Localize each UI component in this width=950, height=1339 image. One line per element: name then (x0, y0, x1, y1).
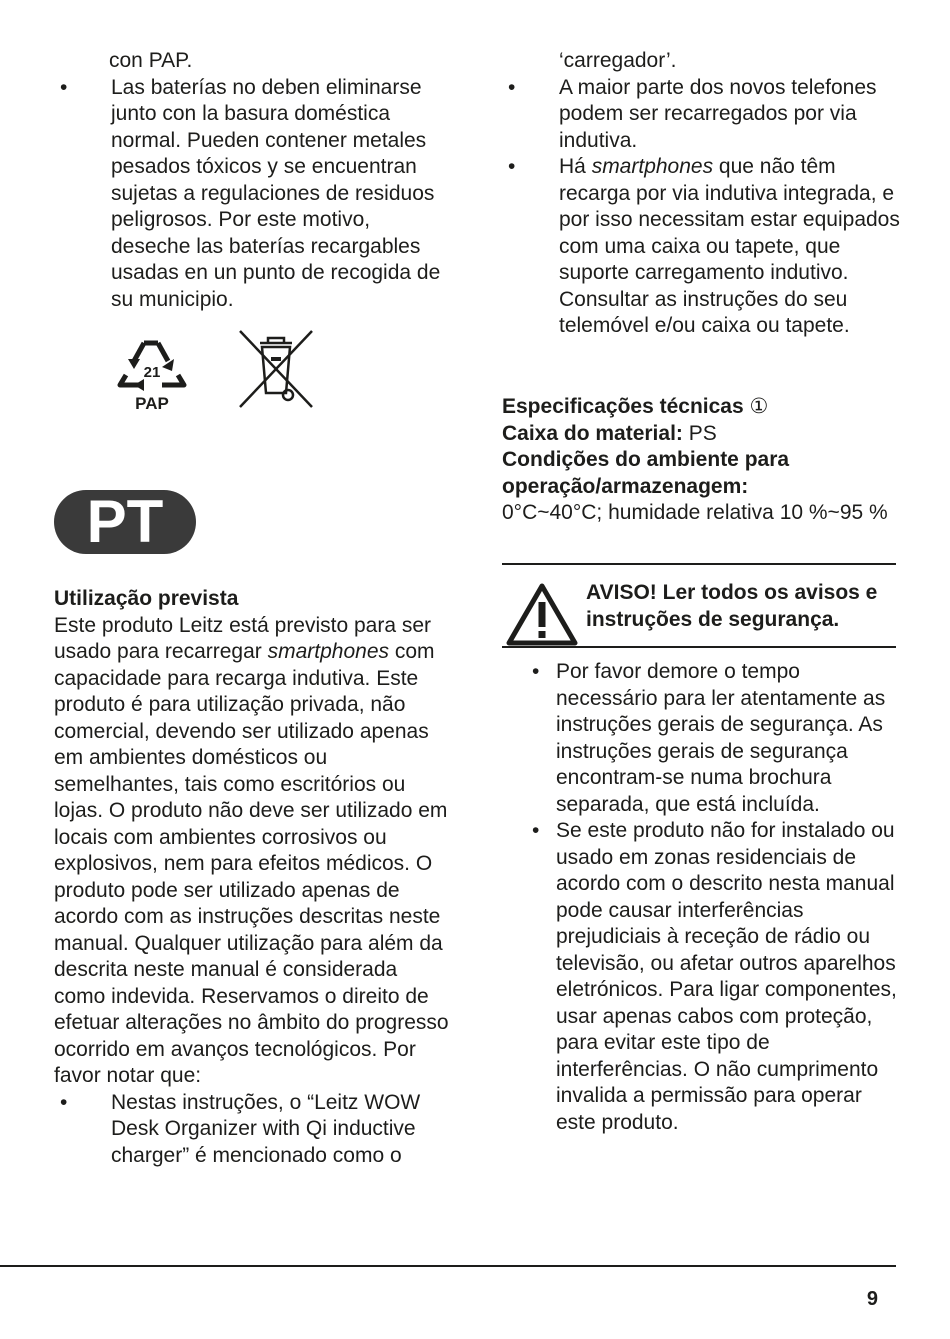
bullet-icon: • (508, 155, 516, 178)
bullet-icon: • (532, 819, 540, 842)
recycle-label: PAP (135, 394, 169, 413)
battery-disposal-text: Las baterías no deben eliminarse junto con la basura doméstica normal. Pueden contener metales pesados tóxicos y se encuentran sujetas a regulaciones de residuos peligrosos. Por este motivo, deseche las baterías recargables usadas en un punto de recogida de su municipio. (111, 75, 441, 311)
continued-line: con PAP. (109, 49, 193, 72)
footer-divider (0, 1265, 896, 1267)
recycle-icon (114, 333, 190, 417)
environment-label: Condições do ambiente para operação/armazenagem: (502, 448, 790, 498)
symbol-row (54, 333, 454, 423)
list-item (54, 75, 454, 314)
bullet-icon: • (60, 75, 68, 99)
list-item (502, 154, 900, 340)
list-item (502, 818, 900, 1136)
inductive-phones-text: A maior parte dos novos telefones podem ser recarregados por via indutiva. (559, 75, 877, 152)
list-item (502, 75, 900, 155)
recycle-number: 21 (143, 364, 161, 381)
spec-title: Especificações técnicas ① (502, 395, 769, 418)
intended-use-text: Este produto Leitz está previsto para ser usado para recarregar smartphones com capacidade para recarga indutiva. Este produto é para utilização privada, não comercial, devendo ser utilizado apenas em ambientes domésticos ou semelhantes, tais como escritórios ou lojas. O produto não deve ser utilizado em locais com ambientes corrosivos ou explosivos, nem para efeitos médicos. O produto pode ser utilizado apenas de acordo com as instruções descritas neste manual. Qualquer utilização para além da descrita neste manual é considerada como indevida. Reservamos o direito de efetuar alterações no âmbito do progresso ocorrido em avanços tecnológicos. Por favor notar que: (54, 613, 449, 1087)
inductive-case-text: Há smartphones que não têm recarga por via indutiva integrada, e por isso necessitam estar equipados com uma caixa ou tapete, que suporte carregamento indutivo. Consultar as instruções do seu telemóvel e/ou caixa ou tapete. (559, 155, 900, 337)
divider (502, 646, 896, 648)
material-spec: Caixa do material: PS (502, 421, 717, 445)
page-number: 9 (866, 1288, 878, 1310)
warning-box (502, 580, 896, 646)
interference-text: Se este produto não for instalado ou usado em zonas residenciais de acordo com o descrito nesta manual pode causar interferências prejudiciais à receção de rádio ou televisão, ou afetar outros aparelhos eletrónicos. Para ligar componentes, usar apenas cabos com proteção, para evitar este tipo de interferências. O não cumprimento invalida a permissão para operar este produto. (556, 819, 897, 1134)
section-title: Utilização prevista (54, 587, 239, 610)
bullet-icon: • (508, 75, 516, 99)
left-column (54, 48, 454, 423)
naming-note-text: Nestas instruções, o “Leitz WOW Desk Organizer with Qi inductive charger” é mencionado como o (111, 1090, 421, 1167)
crossed-bin-icon (236, 327, 316, 411)
environment-value: 0°C~40°C; humidade relativa 10 %~95 % (502, 501, 888, 524)
divider (502, 563, 896, 565)
language-badge: PT (54, 490, 196, 554)
list-item (502, 659, 900, 818)
list-item (54, 1090, 454, 1170)
specifications-section (502, 394, 900, 527)
intended-use-section (54, 586, 454, 1169)
safety-list (502, 659, 900, 1136)
warning-icon (506, 582, 578, 646)
continued-line: ‘carregador’. (559, 49, 677, 72)
bullet-icon: • (532, 660, 540, 683)
spec-ref-icon: ① (749, 395, 769, 418)
bullet-icon: • (60, 1090, 68, 1114)
warning-text: AVISO! Ler todos os avisos e instruções de segurança. (586, 581, 878, 631)
right-column (502, 48, 900, 340)
safety-instructions-text: Por favor demore o tempo necessário para ler atentamente as instruções gerais de segurança. As instruções gerais de segurança encontram-se numa brochura separada, que está incluída. (556, 660, 886, 816)
